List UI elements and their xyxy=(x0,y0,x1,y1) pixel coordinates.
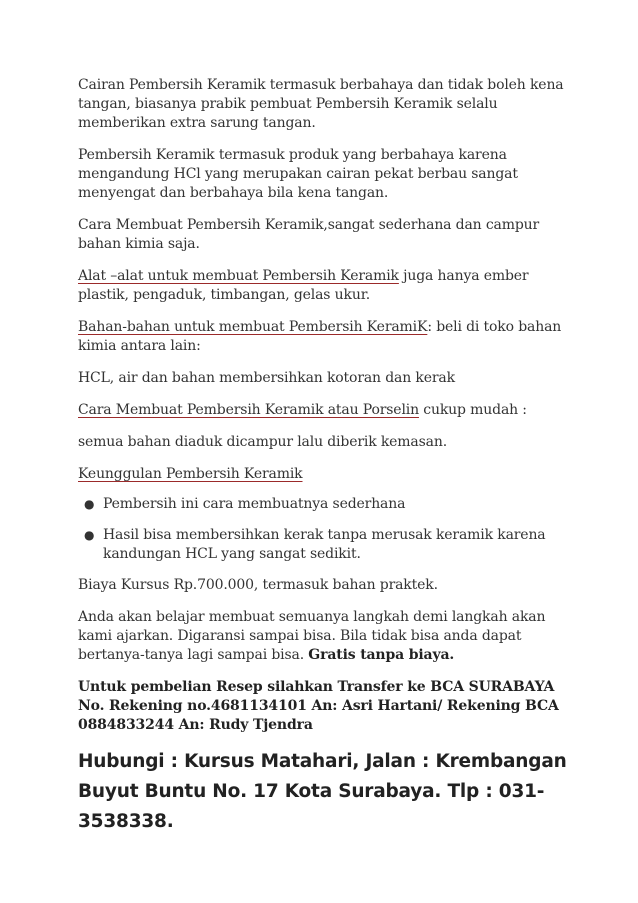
paragraph-method xyxy=(78,401,568,420)
list-item-text: Hasil bisa membersihkan kerak tanpa merusak keramik karena kandungan HCL yang sangat sedikit. xyxy=(103,527,546,562)
paragraph-ingredients: HCL, air dan bahan membersihkan kotoran dan kerak xyxy=(78,370,455,386)
bullet-icon: ● xyxy=(84,497,95,511)
paragraph-hcl-danger: Pembersih Keramik termasuk produk yang berbahaya karena mengandung HCl yang merupakan cairan pekat berbau sangat menyengat dan berbahaya bila kena tangan. xyxy=(78,147,518,201)
link-tools[interactable]: Alat –alat untuk membuat Pembersih Keramik xyxy=(78,268,399,284)
paragraph-mixing: semua bahan diaduk dicampur lalu diberik kemasan. xyxy=(78,434,448,450)
paragraph-tools xyxy=(78,267,568,305)
paragraph-materials xyxy=(78,318,568,356)
link-materials[interactable]: Bahan-bahan untuk membuat Pembersih KeramiK xyxy=(78,319,428,335)
paragraph-tools-text: juga hanya ember plastik, pengaduk, timbangan, gelas ukur. xyxy=(78,268,529,303)
paragraph-learn xyxy=(78,608,568,665)
paragraph-learn-text: Anda akan belajar membuat semuanya langkah demi langkah akan kami ajarkan. Digaransi sampai bisa. Bila tidak bisa anda dapat bertanya-tanya lagi sampai bisa. xyxy=(78,609,546,663)
link-advantages[interactable]: Keunggulan Pembersih Keramik xyxy=(78,466,303,482)
paragraph-advantages xyxy=(78,465,568,484)
paragraph-transfer: Untuk pembelian Resep silahkan Transfer ke BCA SURABAYA No. Rekening no.4681134101 An: Asri Hartani/ Rekening BCA 0884833244 An: Rudy Tjendra xyxy=(78,679,559,733)
paragraph-how-to: Cara Membuat Pembersih Keramik,sangat sederhana dan campur bahan kimia saja. xyxy=(78,217,540,252)
bullet-icon: ● xyxy=(84,528,95,542)
advantages-list xyxy=(78,495,568,564)
list-item xyxy=(78,526,568,564)
paragraph-method-text: cukup mudah : xyxy=(418,402,527,418)
paragraph-intro: Cairan Pembersih Keramik termasuk berbahaya dan tidak boleh kena tangan, biasanya prabik pembuat Pembersih Keramik selalu memberikan extra sarung tangan. xyxy=(78,77,564,131)
list-item xyxy=(78,495,568,514)
contact-heading: Hubungi : Kursus Matahari, Jalan : Krembangan Buyut Buntu No. 17 Kota Surabaya. Tlp : 031-3538338. xyxy=(78,751,567,832)
paragraph-price: Biaya Kursus Rp.700.000, termasuk bahan praktek. xyxy=(78,577,438,593)
link-method[interactable]: Cara Membuat Pembersih Keramik atau Porselin xyxy=(78,402,419,418)
list-item-text: Pembersih ini cara membuatnya sederhana xyxy=(103,496,406,512)
paragraph-materials-text: : beli di toko bahan kimia antara lain: xyxy=(78,319,562,354)
free-note: Gratis tanpa biaya. xyxy=(308,647,455,663)
document-page xyxy=(78,76,568,837)
